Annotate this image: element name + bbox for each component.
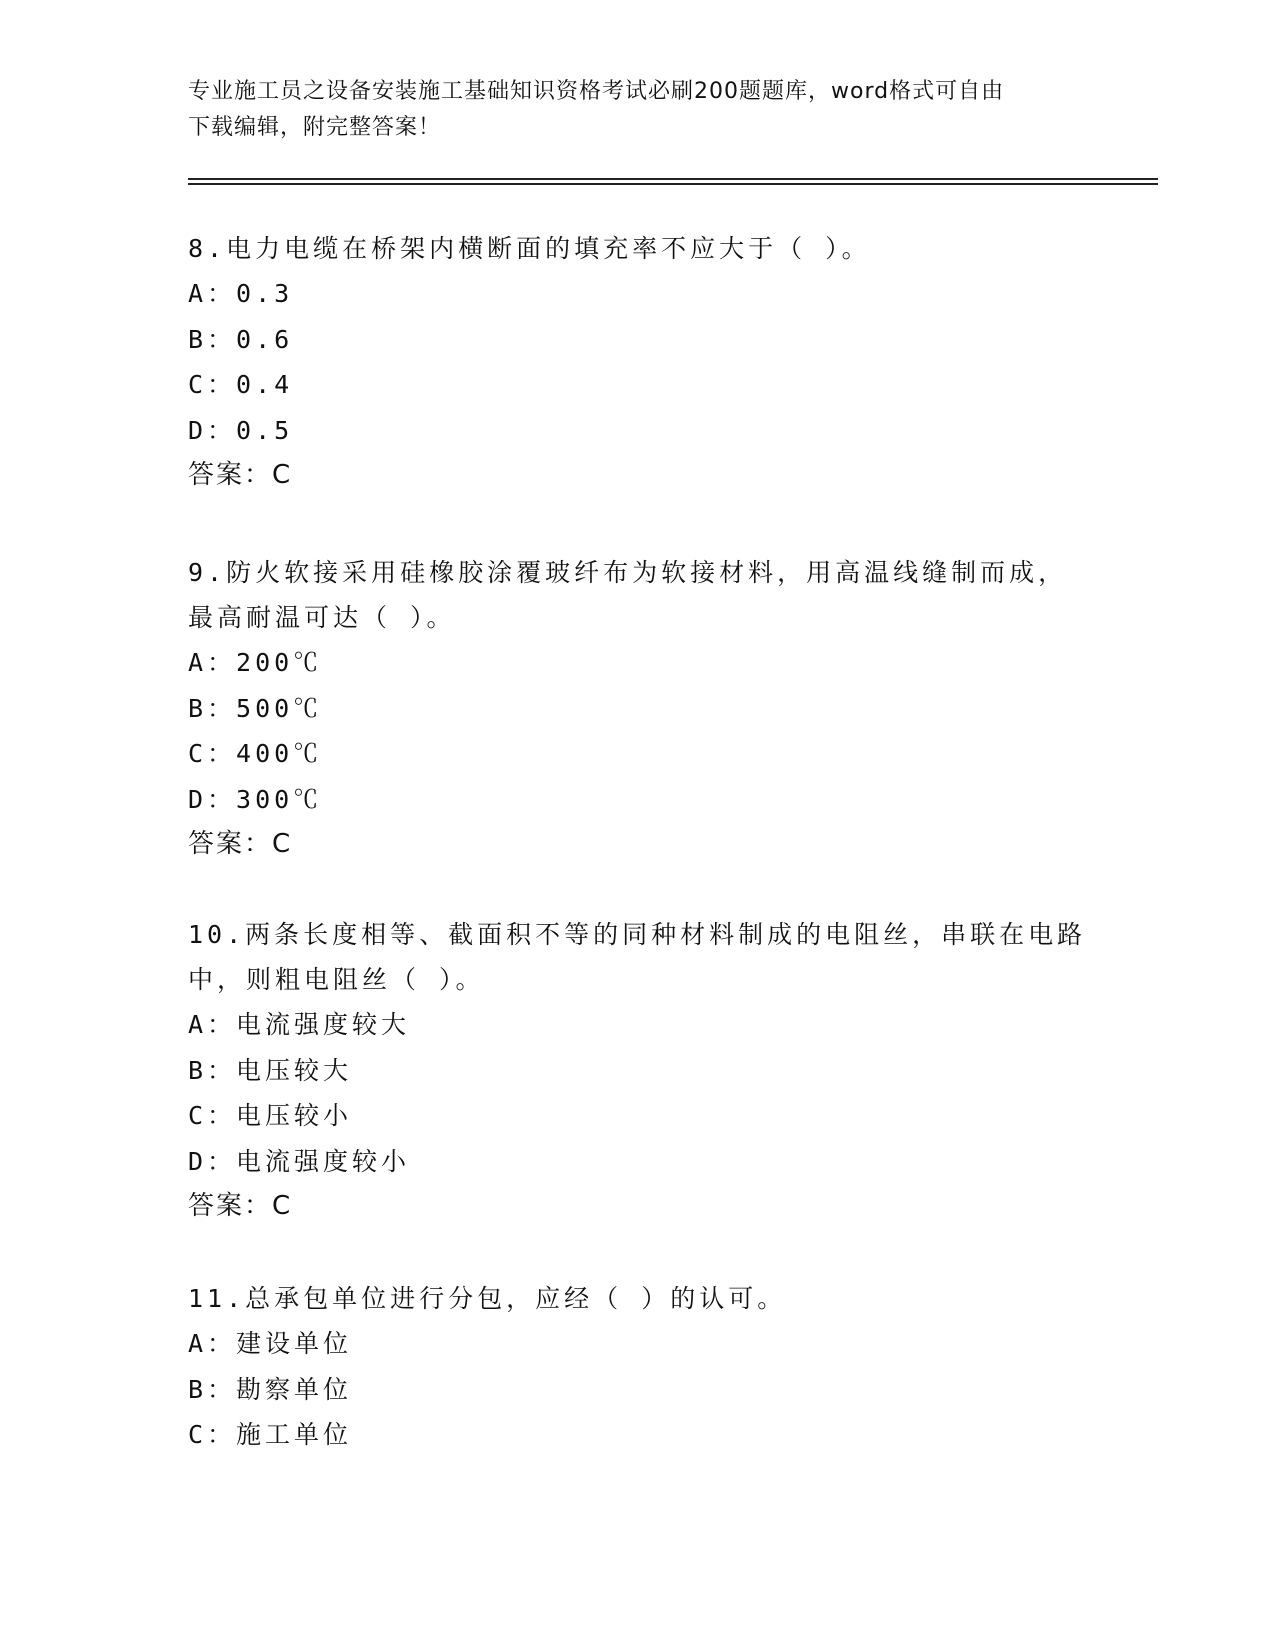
document-header	[188, 74, 1088, 146]
option-a: A：电流强度较大	[188, 1010, 411, 1039]
question-9	[188, 550, 1088, 867]
option-a: A：建设单位	[188, 1329, 353, 1358]
header-divider-bottom	[188, 183, 1158, 185]
answer: 答案：C	[188, 1191, 293, 1221]
answer: 答案：C	[188, 460, 293, 490]
option-d: D：300℃	[188, 784, 323, 814]
option-d: D：0.5	[188, 415, 294, 445]
header-line-2: 下载编辑，附完整答案！	[188, 115, 442, 140]
question-stem-continued: 最高耐温可达（ ）。	[188, 603, 456, 632]
option-c: C：0.4	[188, 370, 294, 399]
option-d: D：电流强度较小	[188, 1146, 411, 1176]
question-8	[188, 226, 1088, 498]
question-10	[188, 912, 1088, 1229]
question-stem: 10.两条长度相等、截面积不等的同种材料制成的电阻丝，串联在电路	[188, 920, 1087, 949]
answer: 答案：C	[188, 829, 293, 859]
option-b: B：500℃	[188, 693, 323, 723]
header-divider-top	[188, 178, 1158, 180]
option-c: C：电压较小	[188, 1101, 353, 1130]
option-b: B：0.6	[188, 324, 294, 354]
question-stem: 11.总承包单位进行分包，应经（ ）的认可。	[188, 1284, 787, 1313]
question-11	[188, 1276, 1088, 1458]
option-a: A：0.3	[188, 279, 294, 308]
option-c: C：400℃	[188, 739, 323, 768]
question-stem: 9.防火软接采用硅橡胶涂覆玻纤布为软接材料，用高温线缝制而成，	[188, 558, 1068, 587]
header-line-1: 专业施工员之设备安装施工基础知识资格考试必刷200题题库，word格式可自由	[188, 79, 1005, 104]
option-a: A：200℃	[188, 648, 323, 677]
option-c: C：施工单位	[188, 1420, 353, 1449]
option-b: B：勘察单位	[188, 1374, 353, 1404]
question-stem-continued: 中，则粗电阻丝（ ）。	[188, 965, 485, 994]
question-stem: 8.电力电缆在桥架内横断面的填充率不应大于（ ）。	[188, 234, 871, 263]
option-b: B：电压较大	[188, 1055, 353, 1085]
